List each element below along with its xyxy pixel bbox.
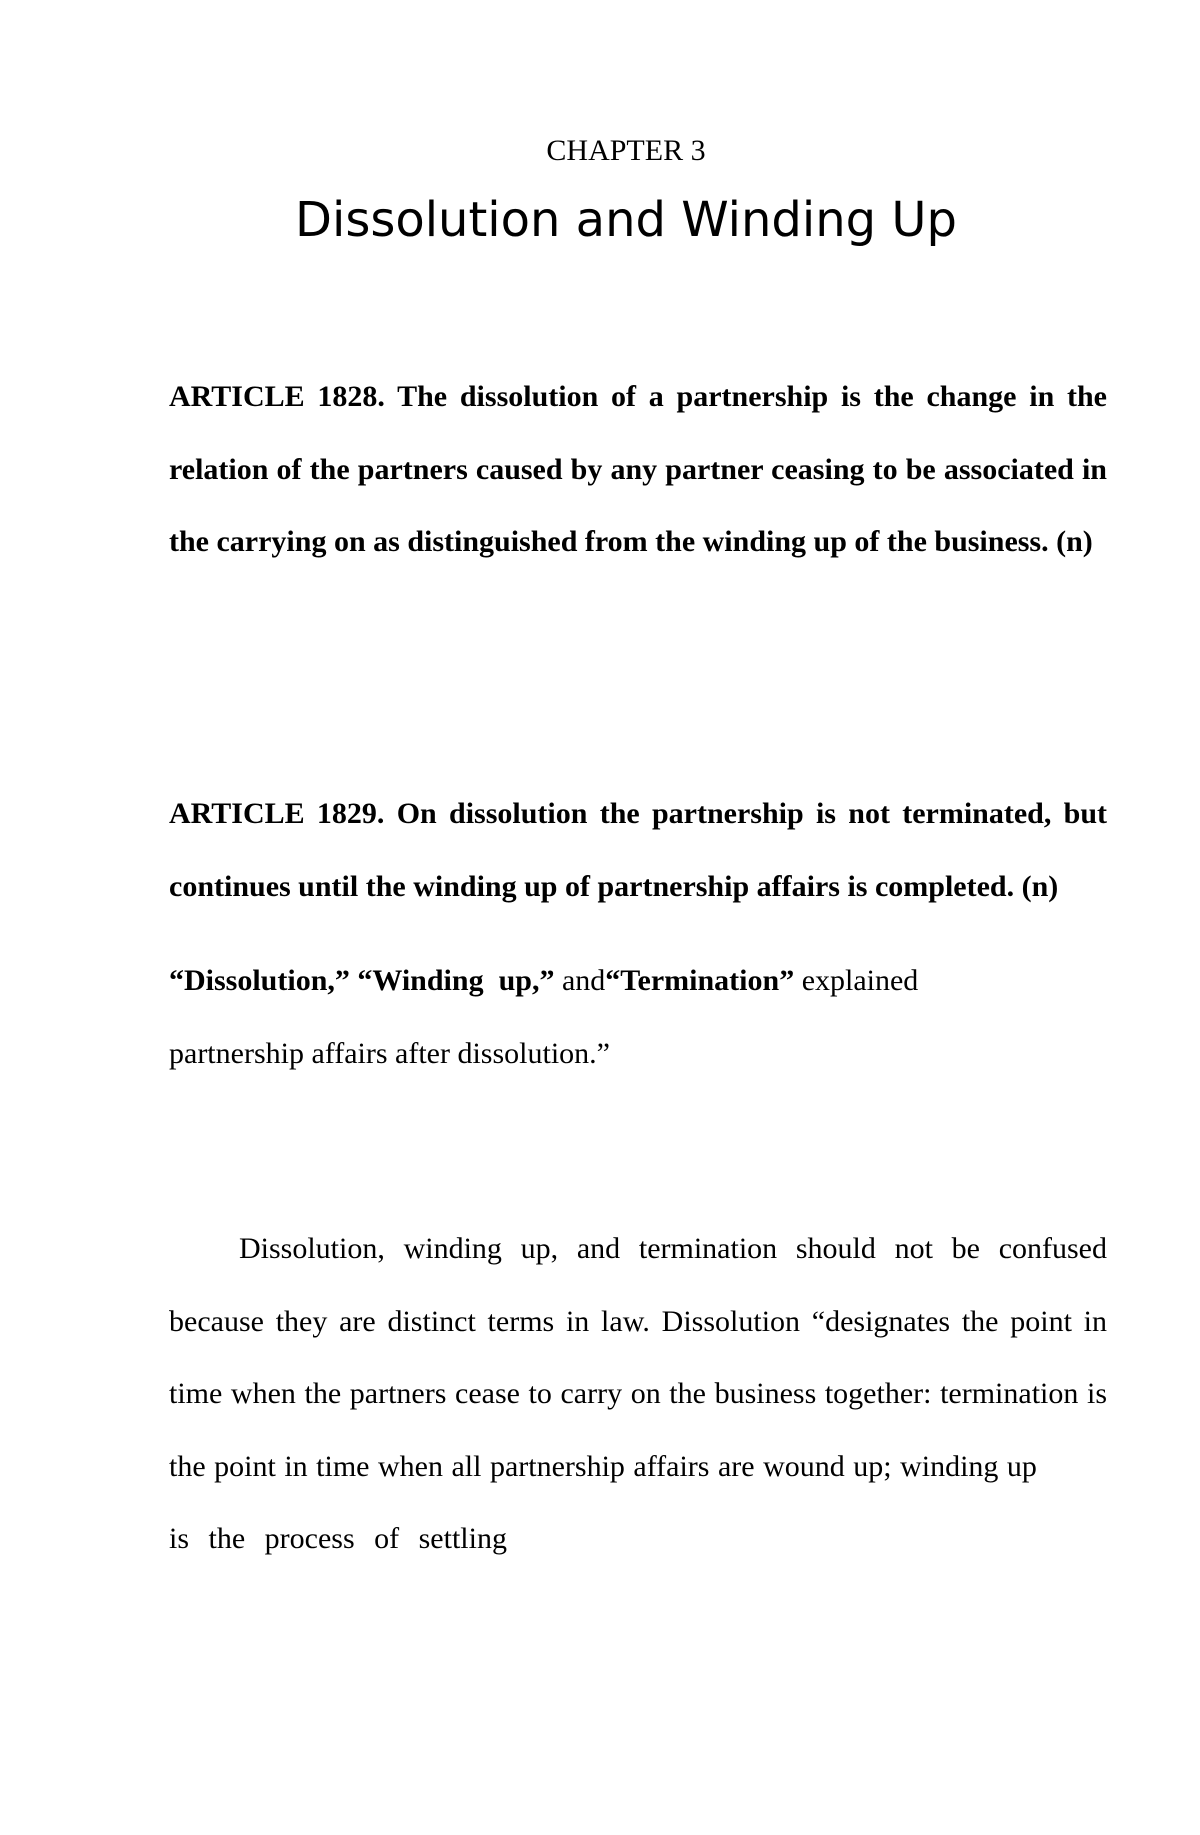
body-paragraph-text: Dissolution, winding up, and termination should not be confused because they are distinct terms in law. Dissolution “designates the point in time when the partners cease to carry on the business together: termination is the point in time when all partnership affairs are wound up; winding up [169,1232,1107,1483]
body-paragraph-tail: is the process of settling [169,1522,507,1555]
term-explained: explained [801,964,919,997]
body-paragraph [169,1213,1107,1576]
article-1828-paragraph: ARTICLE 1828. The dissolution of a partnership is the change in the relation of the partners caused by any partner ceasing to be associated in the carrying on as distinguished from the winding up of the business. (n) [169,380,1107,558]
explained-heading-line-2: partnership affairs after dissolution.” [169,1036,610,1070]
term-and: and [561,964,606,997]
article-1829-paragraph: ARTICLE 1829. On dissolution the partnership is not terminated, but continues until the winding up of partnership affairs is completed. (n) [169,797,1107,903]
term-winding-up: “Winding up,” [357,964,555,997]
chapter-title: Dissolution and Winding Up [295,192,957,248]
chapter-label: CHAPTER 3 [546,134,706,167]
term-termination: “Termination” [605,964,795,997]
term-dissolution: “Dissolution,” [169,964,350,997]
explained-heading [169,945,1107,1090]
explained-heading-line-1 [169,945,1107,1018]
